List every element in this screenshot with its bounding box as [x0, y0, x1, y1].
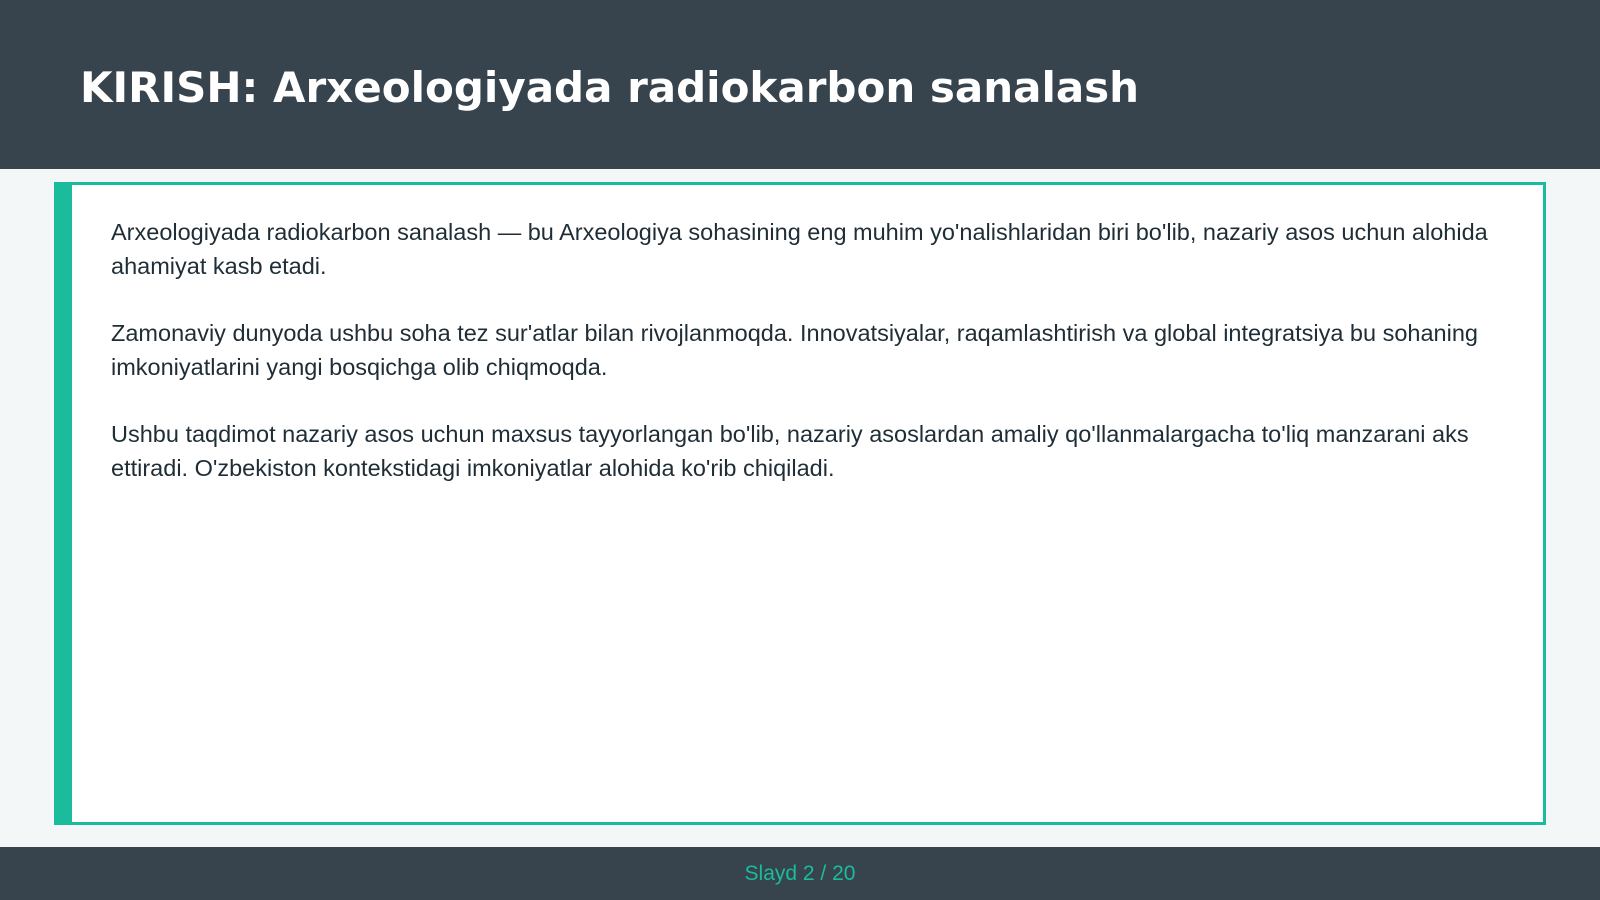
slide-footer: [0, 847, 1600, 900]
slide-header: [0, 0, 1600, 169]
paragraph-presentation-purpose: Ushbu taqdimot nazariy asos uchun maxsus tayyorlangan bo'lib, nazariy asoslardan amaliy qo'llanmalargacha to'liq manzarani aks ettiradi. O'zbekiston kontekstidagi imkoniyatlar alohida ko'rib chiqiladi.: [111, 421, 1469, 481]
content-text: [111, 215, 1511, 518]
slide-counter: Slayd 2 / 20: [744, 862, 856, 885]
paragraph-intro: Arxeologiyada radiokarbon sanalash — bu Arxeologiya sohasining eng muhim yo'nalishlaridan biri bo'lib, nazariy asos uchun alohida ahamiyat kasb etadi.: [111, 219, 1488, 279]
content-panel: [54, 182, 1546, 825]
slide-title: KIRISH: Arxeologiyada radiokarbon sanalash: [80, 63, 1140, 112]
paragraph-modern-world: Zamonaviy dunyoda ushbu soha tez sur'atlar bilan rivojlanmoqda. Innovatsiyalar, raqamlashtirish va global integratsiya bu sohaning imkoniyatlarini yangi bosqichga olib chiqmoqda.: [111, 320, 1478, 380]
